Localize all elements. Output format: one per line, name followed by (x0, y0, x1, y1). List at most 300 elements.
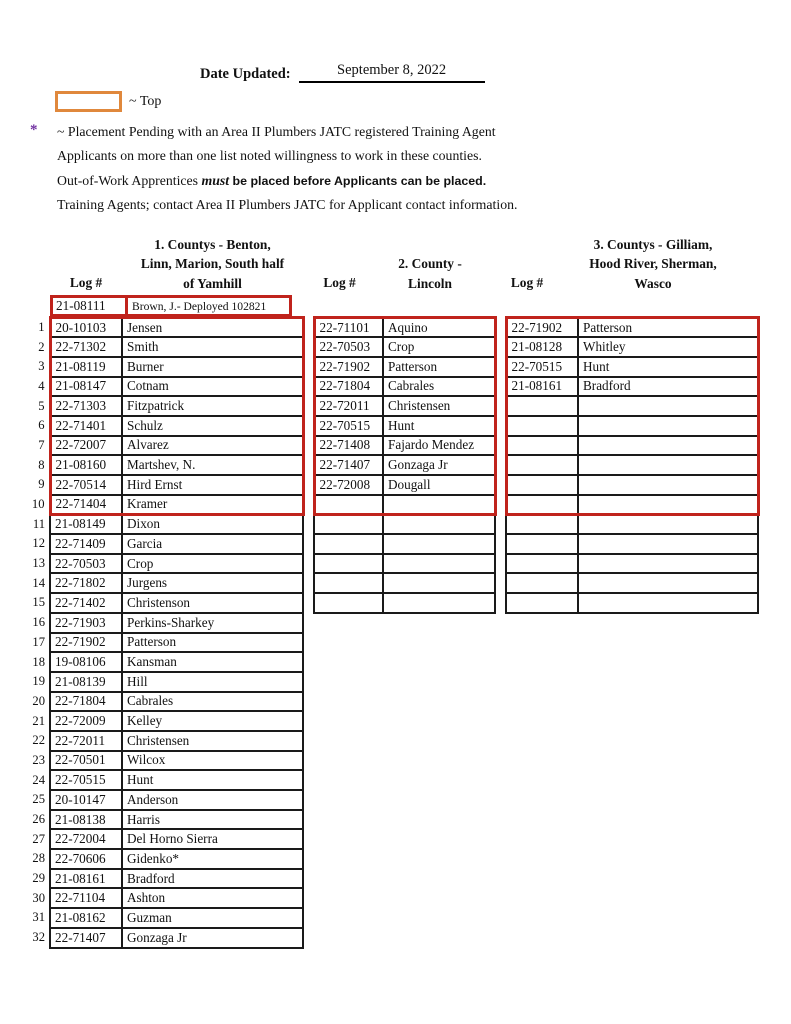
empty-cell (383, 692, 495, 712)
log-header-3: Log # (510, 274, 544, 290)
table-row (20, 849, 758, 869)
name-cell: Bradford (122, 869, 303, 889)
log-cell: 22-72011 (50, 731, 122, 751)
table-row (20, 888, 758, 908)
empty-cell (314, 711, 383, 731)
log-cell (506, 416, 578, 436)
empty-cell (506, 829, 578, 849)
name-cell: Bradford (578, 377, 758, 397)
column-gap (303, 810, 314, 830)
log-cell: 21-08138 (50, 810, 122, 830)
column-title-line: Wasco (634, 275, 672, 291)
name-cell: Christensen (383, 396, 495, 416)
table-row (20, 928, 758, 948)
name-cell: Jurgens (122, 573, 303, 593)
empty-cell (578, 908, 758, 928)
name-cell: Smith (122, 337, 303, 357)
table-row (20, 475, 758, 495)
log-cell: 22-71104 (50, 888, 122, 908)
log-cell (506, 495, 578, 515)
column-title-2 (374, 254, 486, 293)
empty-cell (383, 751, 495, 771)
column-gap (303, 377, 314, 397)
name-cell: Gonzaga Jr (122, 928, 303, 948)
log-cell (506, 573, 578, 593)
empty-cell (383, 849, 495, 869)
name-cell: Christensen (122, 731, 303, 751)
empty-cell (578, 613, 758, 633)
top-label: ~ Top (129, 93, 162, 109)
note-line-3 (57, 169, 517, 193)
empty-cell (506, 711, 578, 731)
log-cell: 21-08119 (50, 357, 122, 377)
table-row (20, 396, 758, 416)
log-cell: 22-70515 (506, 357, 578, 377)
table-row (20, 495, 758, 515)
deployed-name-cell: Brown, J.- Deployed 102821 (132, 299, 267, 313)
note-line-3-emphasis: must (201, 172, 230, 188)
table-row (20, 633, 758, 653)
column-gap (495, 633, 506, 653)
empty-cell (506, 633, 578, 653)
empty-cell (383, 672, 495, 692)
table-row (20, 318, 758, 338)
row-number: 24 (32, 772, 45, 787)
column-gap (303, 416, 314, 436)
name-cell: Martshev, N. (122, 455, 303, 475)
column-gap (303, 888, 314, 908)
name-cell (383, 554, 495, 574)
name-cell: Patterson (383, 357, 495, 377)
empty-cell (383, 810, 495, 830)
empty-cell (578, 829, 758, 849)
empty-cell (383, 908, 495, 928)
row-number: 29 (32, 871, 45, 886)
log-cell: 22-70503 (50, 554, 122, 574)
row-number: 18 (32, 654, 45, 669)
table-row (20, 416, 758, 436)
log-cell: 21-08162 (50, 908, 122, 928)
log-cell: 22-71303 (50, 396, 122, 416)
name-cell: Guzman (122, 908, 303, 928)
log-cell: 22-71408 (314, 436, 383, 456)
name-cell: Perkins-Sharkey (122, 613, 303, 633)
column-gap (495, 928, 506, 948)
row-number: 19 (32, 674, 45, 689)
column-gap (303, 829, 314, 849)
row-number: 4 (38, 378, 45, 393)
log-cell: 22-71409 (50, 534, 122, 554)
name-cell: Wilcox (122, 751, 303, 771)
row-number: 21 (32, 713, 45, 728)
deployed-row (50, 295, 292, 317)
row-number: 23 (32, 752, 45, 767)
name-cell: Hunt (383, 416, 495, 436)
column-gap (303, 731, 314, 751)
empty-cell (383, 888, 495, 908)
empty-cell (383, 711, 495, 731)
row-number: 2 (38, 339, 45, 354)
log-cell: 22-71902 (50, 633, 122, 653)
log-cell: 21-08128 (506, 337, 578, 357)
highlight-box (55, 91, 122, 112)
empty-cell (314, 751, 383, 771)
name-cell (578, 514, 758, 534)
row-number: 16 (32, 615, 45, 630)
log-cell (506, 534, 578, 554)
empty-cell (383, 633, 495, 653)
table-row (20, 790, 758, 810)
log-header-2: Log # (323, 274, 356, 290)
column-gap (495, 475, 506, 495)
note-line-4: Training Agents; contact Area II Plumbers JATC for Applicant contact information. (57, 197, 518, 213)
name-cell (578, 475, 758, 495)
name-cell (383, 495, 495, 515)
row-number: 13 (32, 556, 45, 571)
row-number: 9 (38, 477, 45, 492)
column-gap (303, 573, 314, 593)
empty-cell (314, 672, 383, 692)
empty-cell (506, 810, 578, 830)
log-cell (506, 436, 578, 456)
column-gap (495, 573, 506, 593)
row-number: 6 (38, 418, 45, 433)
log-cell: 20-10147 (50, 790, 122, 810)
log-cell (506, 514, 578, 534)
empty-cell (383, 731, 495, 751)
name-cell (578, 455, 758, 475)
log-cell: 22-70606 (50, 849, 122, 869)
table-row (20, 652, 758, 672)
empty-cell (506, 869, 578, 889)
column-gap (303, 436, 314, 456)
name-cell: Gonzaga Jr (383, 455, 495, 475)
name-cell: Cotnam (122, 377, 303, 397)
column-gap (303, 357, 314, 377)
note-line-3-pre: Out-of-Work Apprentices (57, 172, 202, 188)
empty-cell (314, 869, 383, 889)
table-row (20, 455, 758, 475)
table-row (20, 514, 758, 534)
name-cell: Dixon (122, 514, 303, 534)
empty-cell (314, 810, 383, 830)
row-number: 26 (32, 812, 45, 827)
name-cell: Kelley (122, 711, 303, 731)
empty-cell (578, 928, 758, 948)
column-gap (303, 633, 314, 653)
column-gap (495, 888, 506, 908)
name-cell: Fajardo Mendez (383, 436, 495, 456)
column-title-line: 3. Countys - Gilliam, (593, 236, 713, 252)
column-gap (303, 337, 314, 357)
log-cell (314, 554, 383, 574)
empty-cell (506, 908, 578, 928)
empty-cell (506, 928, 578, 948)
deployed-log-cell: 21-08111 (53, 298, 128, 314)
column-gap (495, 751, 506, 771)
empty-cell (578, 869, 758, 889)
row-number: 22 (32, 733, 45, 748)
log-cell: 22-71401 (50, 416, 122, 436)
name-cell: Hunt (578, 357, 758, 377)
column-gap (495, 869, 506, 889)
empty-cell (578, 652, 758, 672)
empty-cell (383, 928, 495, 948)
column-gap (303, 475, 314, 495)
empty-cell (506, 751, 578, 771)
log-cell (314, 514, 383, 534)
row-number: 25 (32, 792, 45, 807)
empty-cell (506, 770, 578, 790)
column-gap (495, 357, 506, 377)
table-row (20, 613, 758, 633)
name-cell (578, 593, 758, 613)
empty-cell (578, 888, 758, 908)
log-cell: 22-71404 (50, 495, 122, 515)
empty-cell (578, 751, 758, 771)
column-gap (495, 318, 506, 338)
row-number: 20 (32, 693, 45, 708)
empty-cell (314, 652, 383, 672)
empty-cell (314, 613, 383, 633)
table-column-headers (20, 230, 743, 293)
empty-cell (506, 790, 578, 810)
row-number: 3 (38, 359, 45, 374)
log-cell: 19-08106 (50, 652, 122, 672)
log-cell: 22-72008 (314, 475, 383, 495)
name-cell: Hill (122, 672, 303, 692)
empty-cell (506, 888, 578, 908)
name-cell (578, 396, 758, 416)
row-number: 27 (32, 831, 45, 846)
empty-cell (578, 692, 758, 712)
log-cell: 22-70501 (50, 751, 122, 771)
date-updated (200, 62, 485, 83)
name-cell: Cabrales (383, 377, 495, 397)
column-gap (495, 416, 506, 436)
column-gap (495, 692, 506, 712)
column-gap (495, 495, 506, 515)
empty-cell (314, 849, 383, 869)
column-gap (303, 318, 314, 338)
log-cell: 22-72007 (50, 436, 122, 456)
log-cell: 21-08149 (50, 514, 122, 534)
column-gap (303, 554, 314, 574)
log-cell: 22-70503 (314, 337, 383, 357)
table-row (20, 573, 758, 593)
empty-cell (383, 829, 495, 849)
row-number: 7 (38, 437, 45, 452)
log-cell: 21-08147 (50, 377, 122, 397)
column-gap (495, 534, 506, 554)
empty-cell (578, 731, 758, 751)
empty-cell (506, 652, 578, 672)
log-cell: 22-71302 (50, 337, 122, 357)
column-title-line: 2. County - (398, 256, 462, 271)
empty-cell (578, 810, 758, 830)
name-cell: Patterson (122, 633, 303, 653)
log-cell (506, 455, 578, 475)
column-gap (303, 534, 314, 554)
name-cell (578, 495, 758, 515)
log-cell: 22-70515 (50, 770, 122, 790)
table-row (20, 751, 758, 771)
name-cell (383, 534, 495, 554)
empty-cell (314, 770, 383, 790)
column-gap (303, 613, 314, 633)
column-gap (495, 396, 506, 416)
column-gap (495, 554, 506, 574)
name-cell: Whitley (578, 337, 758, 357)
table-row (20, 337, 758, 357)
column-gap (495, 770, 506, 790)
column-gap (495, 908, 506, 928)
table-row (20, 357, 758, 377)
empty-cell (314, 908, 383, 928)
row-number: 30 (32, 890, 45, 905)
name-cell: Jensen (122, 318, 303, 338)
table-row (20, 869, 758, 889)
log-cell (506, 475, 578, 495)
name-cell (383, 573, 495, 593)
name-cell (578, 416, 758, 436)
empty-cell (314, 829, 383, 849)
name-cell: Hunt (122, 770, 303, 790)
column-gap (303, 711, 314, 731)
placement-table-body (20, 318, 758, 948)
name-cell: Kansman (122, 652, 303, 672)
name-cell: Gidenko* (122, 849, 303, 869)
column-gap (495, 337, 506, 357)
column-gap (303, 652, 314, 672)
log-cell: 22-71902 (506, 318, 578, 338)
row-number: 10 (31, 497, 45, 512)
note-line-3-post: be placed before Applicants can be placed. (229, 173, 487, 188)
name-cell: Alvarez (122, 436, 303, 456)
table-row (20, 692, 758, 712)
log-cell: 20-10103 (50, 318, 122, 338)
table-row (20, 534, 758, 554)
name-cell: Aquino (383, 318, 495, 338)
log-cell: 22-71802 (50, 573, 122, 593)
log-cell: 22-71407 (50, 928, 122, 948)
empty-cell (578, 849, 758, 869)
empty-cell (314, 928, 383, 948)
table-row (20, 731, 758, 751)
name-cell: Hird Ernst (122, 475, 303, 495)
name-cell (578, 573, 758, 593)
table-row (20, 593, 758, 613)
column-gap (303, 495, 314, 515)
column-gap (303, 928, 314, 948)
column-gap (495, 849, 506, 869)
empty-cell (578, 672, 758, 692)
asterisk-marker: * (30, 122, 38, 138)
date-updated-label: Date Updated: (200, 66, 291, 82)
log-cell: 22-70514 (50, 475, 122, 495)
column-gap (495, 652, 506, 672)
name-cell: Cabrales (122, 692, 303, 712)
log-cell: 22-71903 (50, 613, 122, 633)
column-gap (495, 711, 506, 731)
empty-cell (314, 790, 383, 810)
name-cell: Patterson (578, 318, 758, 338)
name-cell: Ashton (122, 888, 303, 908)
empty-cell (383, 869, 495, 889)
log-cell: 22-72011 (314, 396, 383, 416)
column-gap (303, 396, 314, 416)
column-gap (495, 672, 506, 692)
table-row (20, 829, 758, 849)
column-gap (495, 514, 506, 534)
note-line-2: Applicants on more than one list noted willingness to work in these counties. (57, 148, 482, 164)
name-cell: Fitzpatrick (122, 396, 303, 416)
log-cell: 22-71804 (314, 377, 383, 397)
empty-cell (383, 652, 495, 672)
log-cell: 22-71407 (314, 455, 383, 475)
log-cell (314, 573, 383, 593)
column-gap (495, 810, 506, 830)
name-cell: Dougall (383, 475, 495, 495)
table-row (20, 672, 758, 692)
name-cell (578, 554, 758, 574)
placement-table (20, 316, 760, 949)
name-cell: Harris (122, 810, 303, 830)
empty-cell (578, 770, 758, 790)
empty-cell (506, 672, 578, 692)
row-number: 28 (32, 851, 45, 866)
name-cell (383, 514, 495, 534)
row-number: 12 (32, 536, 45, 551)
row-number: 32 (32, 930, 45, 945)
table-row (20, 554, 758, 574)
log-cell: 22-72009 (50, 711, 122, 731)
name-cell: Garcia (122, 534, 303, 554)
column-title-line: of Yamhill (183, 275, 242, 291)
log-cell (314, 593, 383, 613)
empty-cell (314, 692, 383, 712)
log-cell (314, 495, 383, 515)
empty-cell (314, 731, 383, 751)
column-gap (303, 593, 314, 613)
log-cell (506, 593, 578, 613)
column-title-3 (563, 235, 743, 294)
row-number: 8 (38, 457, 45, 472)
column-title-line: 1. Countys - Benton, (154, 236, 271, 252)
row-number: 15 (32, 595, 45, 610)
column-title-line: Linn, Marion, South half (140, 256, 285, 271)
column-gap (495, 593, 506, 613)
log-cell: 22-72004 (50, 829, 122, 849)
name-cell (578, 436, 758, 456)
empty-cell (578, 790, 758, 810)
log-cell: 21-08139 (50, 672, 122, 692)
name-cell (383, 593, 495, 613)
log-cell: 22-71902 (314, 357, 383, 377)
table-row (20, 770, 758, 790)
name-cell: Christenson (122, 593, 303, 613)
name-cell: Del Horno Sierra (122, 829, 303, 849)
name-cell: Schulz (122, 416, 303, 436)
row-number: 17 (32, 634, 45, 649)
empty-cell (314, 888, 383, 908)
row-number: 11 (32, 516, 45, 531)
note-line-1: ~ Placement Pending with an Area II Plumbers JATC registered Training Agent (57, 124, 496, 139)
log-header-1: Log # (69, 274, 103, 290)
empty-cell (578, 633, 758, 653)
column-gap (303, 751, 314, 771)
empty-cell (578, 711, 758, 731)
